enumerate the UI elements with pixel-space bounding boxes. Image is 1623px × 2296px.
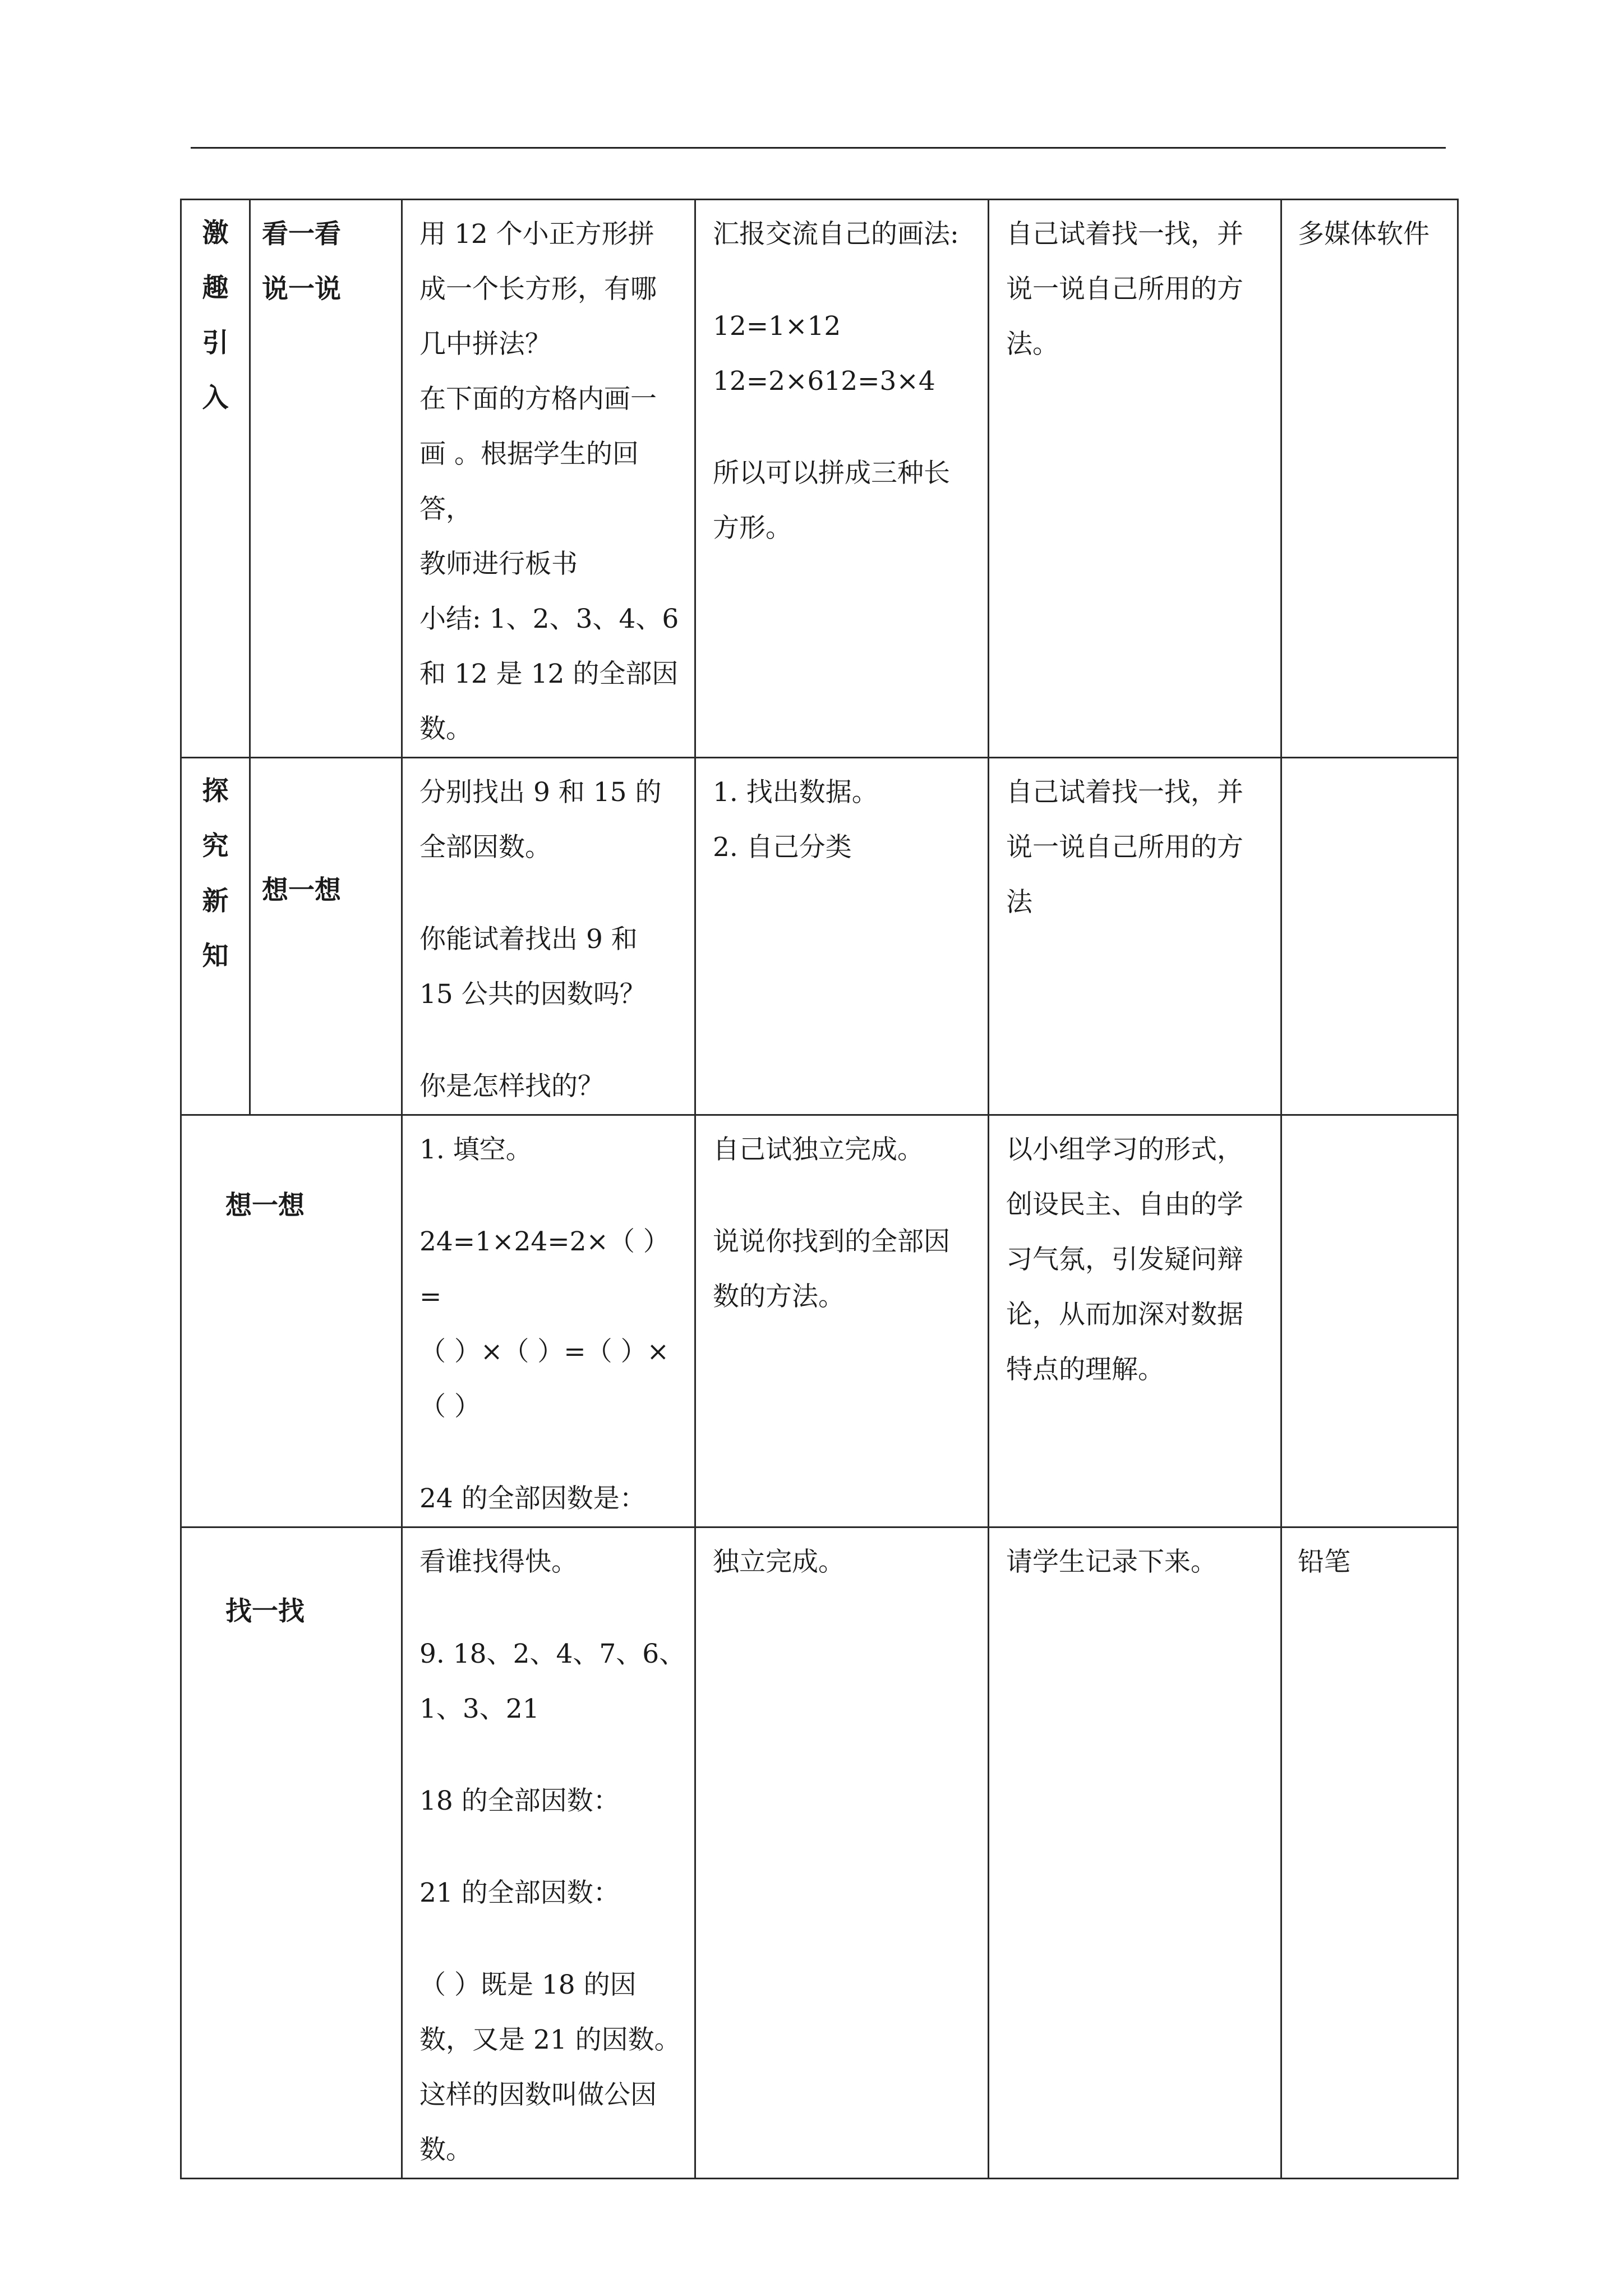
intent-cell-explore: 自己试着找一找，并 说一说自己所用的方 法 <box>989 758 1281 1115</box>
section-cell-explore: 探 究 新 知 <box>181 758 250 1115</box>
media-cell-explore <box>1281 758 1458 1115</box>
content-cell-find: 看谁找得快。 9. 18、2、4、7、6、 1、3、21 18 的全部因数： 21 的全部因数： （ ）既是 18 的因 数，又是 21 的因数。 这样的因数叫做公因 数。 <box>402 1527 695 2179</box>
media-cell-find: 铅笔 <box>1281 1527 1458 2179</box>
intent-cell-fill-blank: 以小组学习的形式， 创设民主、自由的学 习气氛，引发疑问辩 论，从而加深对数据 特点的理解。 <box>989 1115 1281 1527</box>
intent-cell-find: 请学生记录下来。 <box>989 1527 1281 2179</box>
table-row-intro <box>181 200 1458 758</box>
title-cell-find: 找一找 <box>181 1527 402 2179</box>
media-cell-intro: 多媒体软件 <box>1281 200 1458 758</box>
title-cell-think: 想一想 <box>181 1115 402 1527</box>
table-row-find <box>181 1527 1458 2179</box>
table-row-fill-blank <box>181 1115 1458 1527</box>
header-rule <box>191 147 1446 149</box>
content-cell-fill-blank: 1. 填空。 24=1×24=2×（ ）= （ ）×（ ）=（ ）× （ ） 24 的全部因数是： <box>402 1115 695 1527</box>
student-cell-intro: 汇报交流自己的画法: 12=1×12 12=2×612=3×4 所以可以拼成三种长 方形。 <box>695 200 989 758</box>
student-cell-fill-blank: 自己试独立完成。 说说你找到的全部因 数的方法。 <box>695 1115 989 1527</box>
activity-cell-look-say: 看一看 说一说 <box>250 200 402 758</box>
section-cell-intro: 激 趣 引 入 <box>181 200 250 758</box>
media-cell-fill-blank <box>1281 1115 1458 1527</box>
activity-cell-think: 想一想 <box>250 758 402 1115</box>
content-cell-intro: 用 12 个小正方形拼 成一个长方形，有哪 几中拼法？ 在下面的方格内画一 画 。根据学生的回答， 教师进行板书 小结: 1、2、3、4、6 和 12 是 12 的全部因 数。 <box>402 200 695 758</box>
content-cell-explore: 分别找出 9 和 15 的 全部因数。 你能试着找出 9 和 15 公共的因数吗？ 你是怎样找的？ <box>402 758 695 1115</box>
student-cell-find: 独立完成。 <box>695 1527 989 2179</box>
student-cell-explore: 1. 找出数据。 2. 自己分类 <box>695 758 989 1115</box>
table-row-explore <box>181 758 1458 1115</box>
intent-cell-intro: 自己试着找一找，并 说一说自己所用的方 法。 <box>989 200 1281 758</box>
lesson-plan-table <box>180 199 1459 2179</box>
